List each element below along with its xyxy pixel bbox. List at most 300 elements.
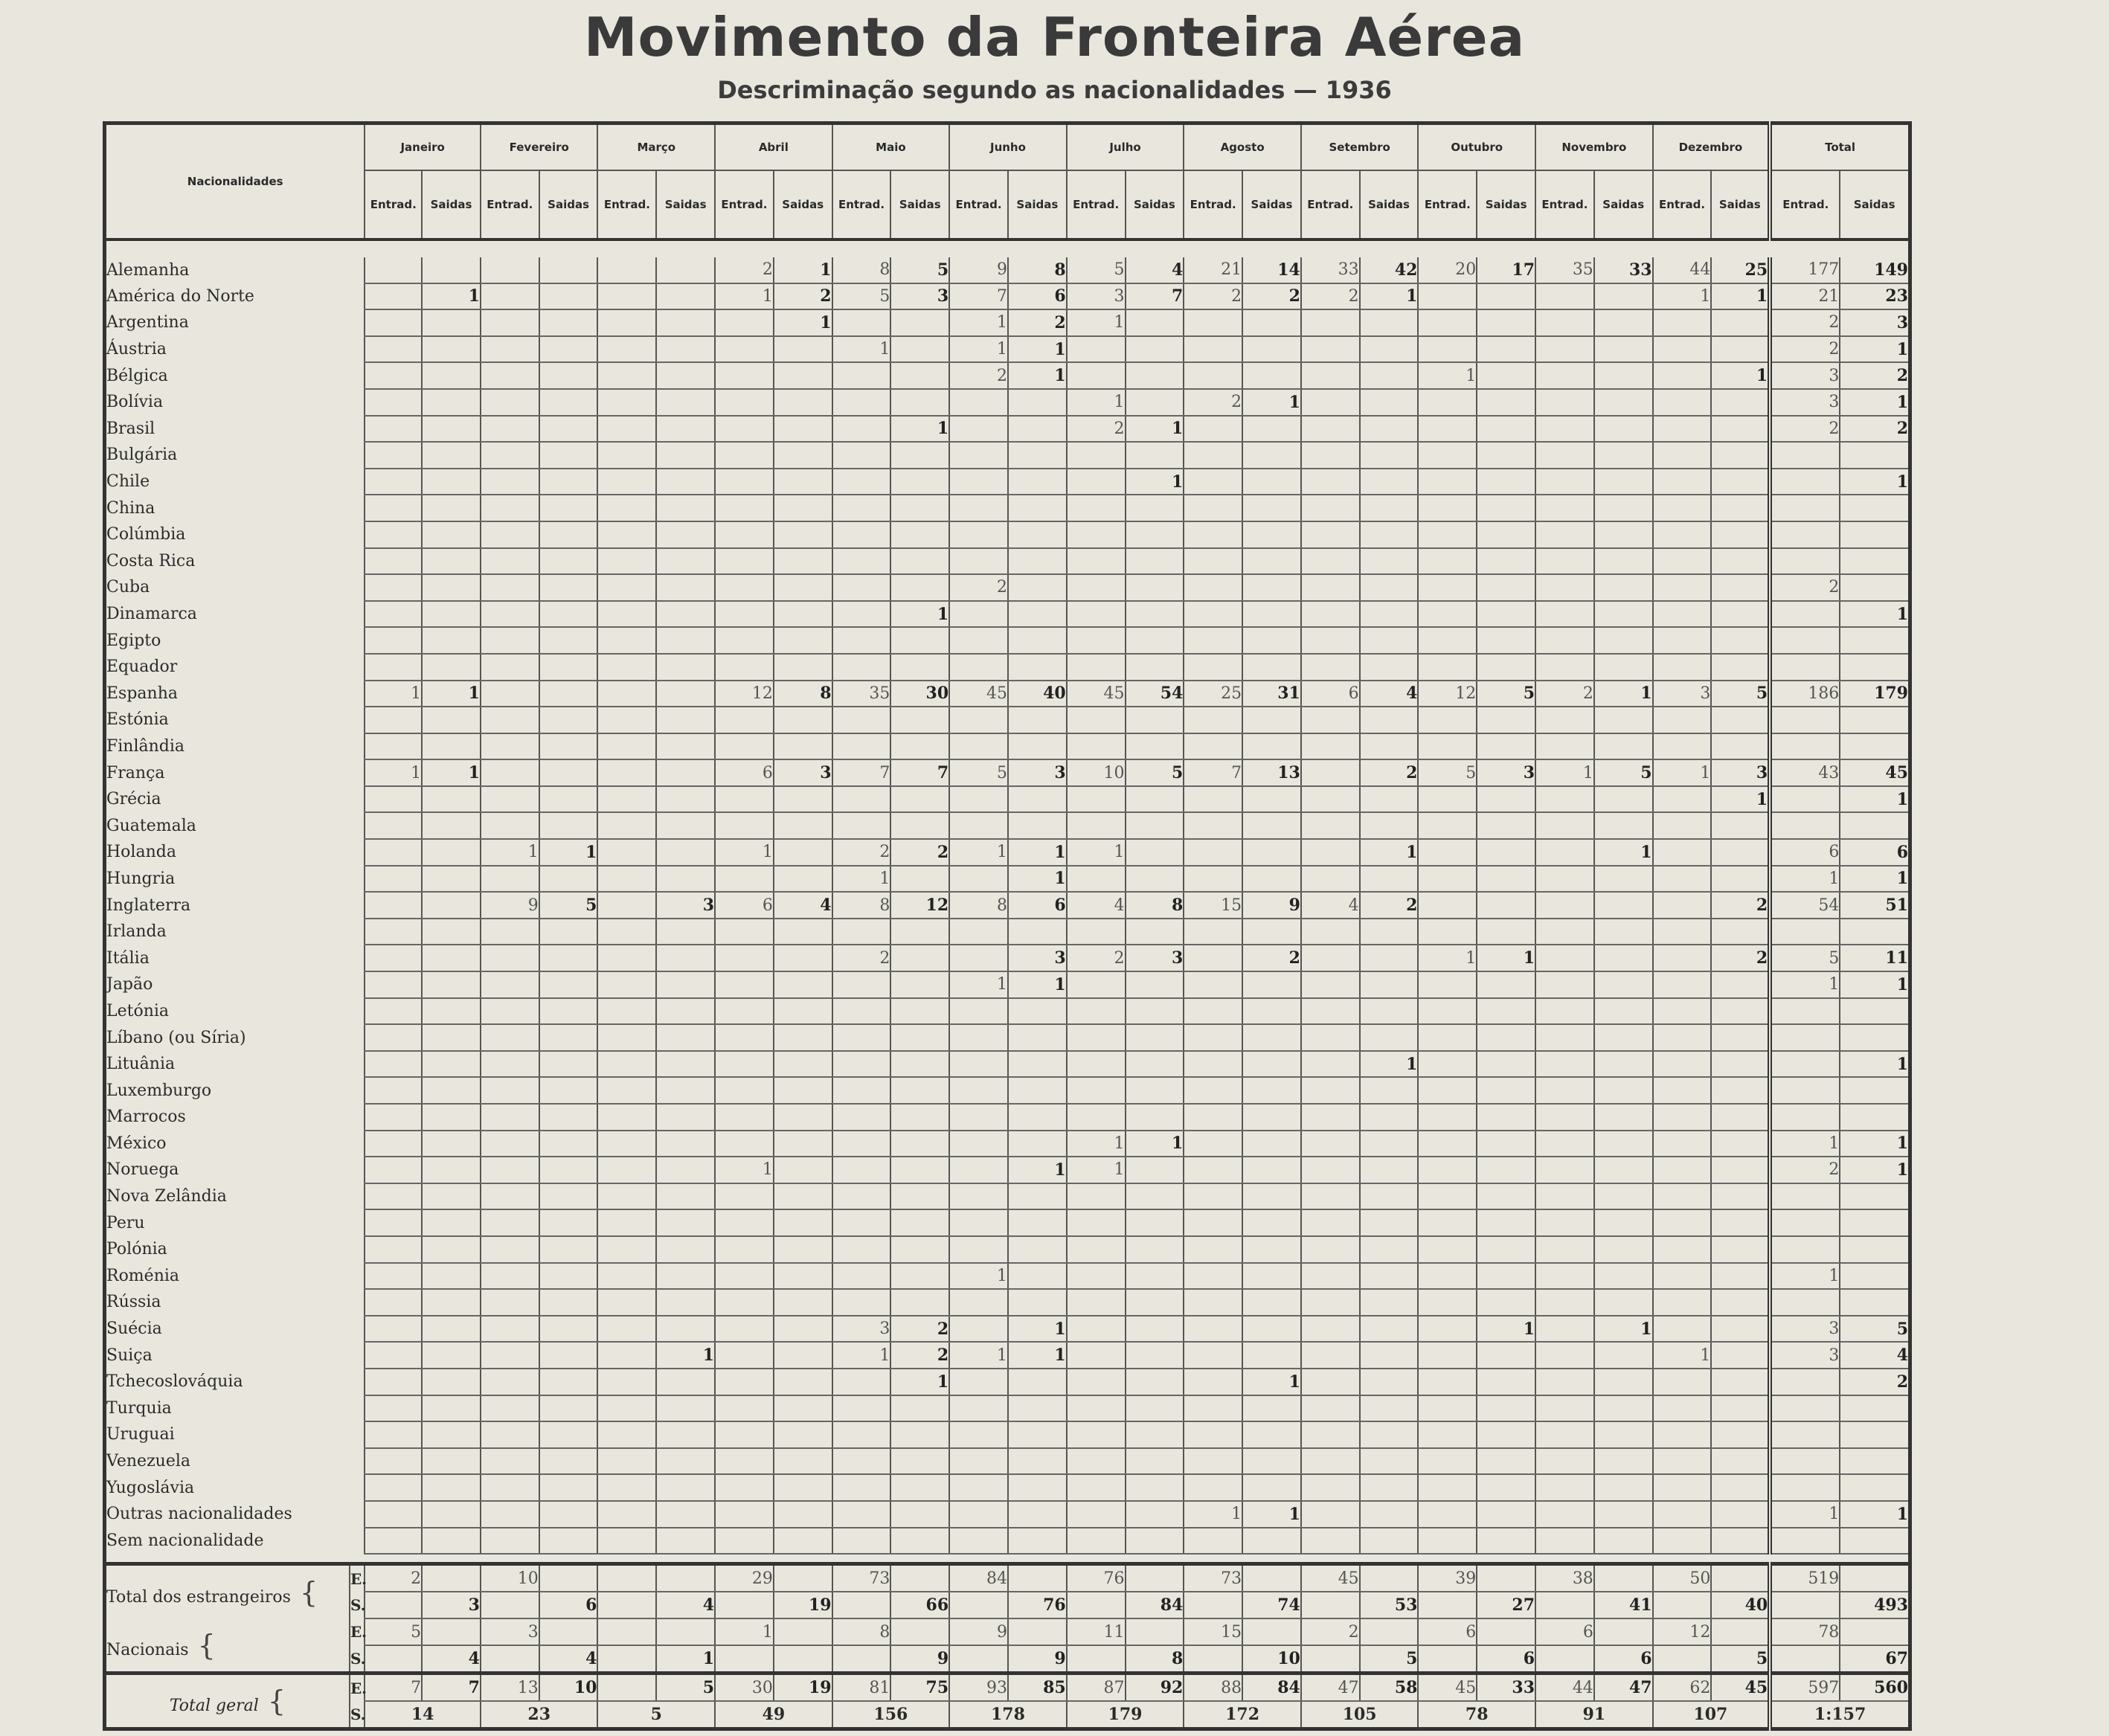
entradas-cell	[365, 1131, 422, 1157]
entradas-cell: 1	[1653, 1342, 1712, 1369]
nationality-name: China	[106, 498, 155, 518]
entradas-cell	[597, 548, 656, 575]
saidas-cell	[1711, 1316, 1770, 1343]
summary-entradas-cell: 2	[365, 1564, 422, 1592]
saidas-cell: 1	[1242, 389, 1301, 416]
entradas-cell	[949, 627, 1008, 654]
entradas-cell	[1301, 945, 1360, 971]
saidas-cell	[656, 627, 715, 654]
summary-saidas-cell	[890, 1618, 949, 1645]
entradas-cell: 54	[1770, 892, 1840, 919]
saidas-cell	[1242, 1051, 1301, 1078]
saidas-cell	[1477, 1289, 1535, 1316]
entradas-cell	[365, 1024, 422, 1051]
entradas-cell	[1418, 971, 1477, 998]
summary-saidas-cell: 84	[1126, 1592, 1184, 1618]
entradas-cell: 8	[949, 892, 1008, 919]
entradas-cell	[1418, 892, 1477, 919]
entradas-cell	[481, 1369, 539, 1395]
saidas-cell: 1	[1840, 1051, 1910, 1078]
saidas-cell	[1711, 1157, 1770, 1183]
entradas-cell	[1184, 812, 1242, 839]
entradas-cell	[365, 1501, 422, 1528]
saidas-cell	[656, 681, 715, 707]
table-row	[105, 574, 1910, 601]
summary-entradas-cell: 84	[949, 1564, 1008, 1592]
entradas-cell: 1	[715, 839, 774, 866]
saidas-cell	[890, 548, 949, 575]
saidas-cell	[1360, 1395, 1419, 1422]
saidas-cell	[774, 1289, 832, 1316]
entradas-cell	[832, 389, 891, 416]
entradas-cell	[1184, 1131, 1242, 1157]
entradas-cell	[832, 1395, 891, 1422]
saidas-cell	[774, 1528, 832, 1555]
saidas-cell	[774, 1209, 832, 1236]
summary-saidas-cell: 45	[1711, 1674, 1770, 1702]
saidas-header: Saidas	[1840, 170, 1910, 239]
saidas-cell	[422, 1024, 481, 1051]
saidas-cell	[774, 1263, 832, 1290]
saidas-cell	[422, 1131, 481, 1157]
entradas-cell	[832, 309, 891, 336]
saidas-cell	[1711, 1051, 1770, 1078]
entradas-cell	[1301, 1104, 1360, 1131]
entradas-cell	[1653, 336, 1712, 363]
entradas-cell	[1653, 654, 1712, 681]
saidas-cell: 1	[774, 257, 832, 283]
saidas-cell	[539, 1024, 598, 1051]
entradas-cell	[1418, 1316, 1477, 1343]
saidas-cell: 1	[890, 601, 949, 628]
table-row	[105, 521, 1910, 548]
nationality-name: Hungria	[106, 869, 176, 888]
entradas-cell	[832, 1131, 891, 1157]
saidas-cell	[1008, 1051, 1067, 1078]
entradas-cell	[1184, 548, 1242, 575]
entradas-cell	[1535, 839, 1594, 866]
entradas-cell	[365, 469, 422, 495]
entradas-cell	[1770, 733, 1840, 760]
summary-entradas-cell	[1301, 1592, 1360, 1618]
saidas-cell: 1	[1008, 1316, 1067, 1343]
saidas-cell	[422, 574, 481, 601]
entradas-cell	[1770, 998, 1840, 1025]
table-row	[105, 389, 1910, 416]
entradas-cell	[365, 574, 422, 601]
saidas-cell	[1594, 654, 1653, 681]
saidas-cell	[1477, 654, 1535, 681]
entradas-cell	[1418, 812, 1477, 839]
entradas-cell	[1301, 1421, 1360, 1448]
entradas-cell	[715, 1077, 774, 1104]
saidas-cell	[1477, 707, 1535, 733]
entradas-cell	[1184, 1236, 1242, 1263]
summary-entradas-cell: 45	[1301, 1564, 1360, 1592]
saidas-cell	[1360, 1104, 1419, 1131]
saidas-cell: 51	[1840, 892, 1910, 919]
table-row	[105, 1131, 1910, 1157]
entradas-cell	[1184, 707, 1242, 733]
entradas-cell	[597, 681, 656, 707]
saidas-cell	[1360, 1342, 1419, 1369]
saidas-cell	[1594, 707, 1653, 733]
grand-total-cell: 1:157	[1770, 1701, 1910, 1729]
saidas-cell	[656, 1421, 715, 1448]
entradas-cell	[715, 601, 774, 628]
table-row	[105, 786, 1910, 813]
entradas-cell	[1653, 707, 1712, 733]
entradas-cell: 1	[832, 1342, 891, 1369]
saidas-cell	[1242, 548, 1301, 575]
entradas-cell	[1067, 1501, 1126, 1528]
summary-saidas-cell	[1840, 1564, 1910, 1592]
saidas-cell: 6	[1008, 892, 1067, 919]
saidas-cell: 179	[1840, 681, 1910, 707]
saidas-cell	[1126, 1104, 1184, 1131]
saidas-cell	[1126, 1448, 1184, 1475]
entradas-cell	[1770, 521, 1840, 548]
saidas-cell	[1477, 1236, 1535, 1263]
entradas-cell: 3	[832, 1316, 891, 1343]
entradas-cell	[1184, 1209, 1242, 1236]
entradas-cell	[481, 1474, 539, 1501]
saidas-cell: 1	[890, 416, 949, 443]
saidas-cell	[1477, 1474, 1535, 1501]
entradas-cell: 1	[715, 1157, 774, 1183]
saidas-cell	[1360, 998, 1419, 1025]
saidas-cell	[1360, 786, 1419, 813]
saidas-cell: 5	[1840, 1316, 1910, 1343]
saidas-cell: 5	[1594, 759, 1653, 786]
table-row	[105, 707, 1910, 733]
entradas-cell	[597, 866, 656, 893]
summary-entradas-cell	[1770, 1645, 1840, 1674]
saidas-cell	[539, 1528, 598, 1555]
entradas-cell	[1418, 1474, 1477, 1501]
entradas-cell	[1184, 1316, 1242, 1343]
entradas-cell	[365, 442, 422, 469]
table-row	[105, 945, 1910, 971]
saidas-cell	[1360, 971, 1419, 998]
saidas-cell	[1126, 521, 1184, 548]
saidas-cell	[1711, 998, 1770, 1025]
saidas-cell	[656, 257, 715, 283]
summary-saidas-cell	[1594, 1618, 1653, 1645]
saidas-cell	[890, 389, 949, 416]
saidas-cell	[1711, 336, 1770, 363]
summary-saidas-cell: 7	[422, 1674, 481, 1702]
entradas-cell	[597, 759, 656, 786]
table-row	[105, 1448, 1910, 1475]
entradas-cell	[365, 1236, 422, 1263]
entradas-cell	[1770, 495, 1840, 521]
entradas-cell	[1418, 1289, 1477, 1316]
summary-entradas-cell: 11	[1067, 1618, 1126, 1645]
table-row	[105, 442, 1910, 469]
saidas-cell	[656, 786, 715, 813]
saidas-cell: 8	[1126, 892, 1184, 919]
entradas-cell	[481, 1236, 539, 1263]
saidas-cell	[1711, 1024, 1770, 1051]
saidas-cell	[1594, 469, 1653, 495]
saidas-cell	[1840, 548, 1910, 575]
saidas-cell	[1711, 1236, 1770, 1263]
entradas-cell	[1067, 654, 1126, 681]
nationality-name: Tchecoslováquia	[106, 1372, 243, 1392]
grand-total-cell: 156	[832, 1701, 950, 1729]
saidas-cell	[1840, 733, 1910, 760]
summary-saidas-cell	[1711, 1564, 1770, 1592]
summary-saidas-cell: 9	[1008, 1645, 1067, 1674]
saidas-cell	[774, 1342, 832, 1369]
entradas-cell	[481, 1289, 539, 1316]
saidas-cell	[1594, 1051, 1653, 1078]
nationality-name: México	[106, 1134, 167, 1153]
entradas-cell	[1067, 1024, 1126, 1051]
table-row	[105, 892, 1910, 919]
saidas-cell	[1477, 1104, 1535, 1131]
saidas-cell	[1840, 521, 1910, 548]
saidas-cell	[539, 945, 598, 971]
entradas-cell	[1067, 971, 1126, 998]
saidas-cell	[1477, 469, 1535, 495]
nationality-name: Venezuela	[106, 1452, 191, 1471]
nationality-header: Nacionalidades	[105, 123, 365, 240]
saidas-cell	[1477, 574, 1535, 601]
saidas-cell	[1008, 389, 1067, 416]
summary-saidas-cell: 53	[1360, 1592, 1419, 1618]
entradas-cell	[1653, 733, 1712, 760]
saidas-cell: 3	[774, 759, 832, 786]
entradas-cell	[365, 839, 422, 866]
saidas-cell	[422, 1474, 481, 1501]
entradas-cell: 2	[1770, 574, 1840, 601]
entradas-cell	[1184, 1157, 1242, 1183]
summary-saidas-cell: 6	[1477, 1645, 1535, 1674]
summary-saidas-cell	[1242, 1618, 1301, 1645]
saidas-cell	[1008, 1421, 1067, 1448]
saidas-cell: 1	[1126, 416, 1184, 443]
saidas-cell	[1242, 469, 1301, 495]
saidas-cell	[1126, 1474, 1184, 1501]
entradas-cell	[949, 469, 1008, 495]
entradas-cell	[365, 416, 422, 443]
saidas-cell: 1	[1477, 945, 1535, 971]
entradas-cell	[1653, 1051, 1712, 1078]
entradas-cell	[1418, 416, 1477, 443]
table-row	[105, 839, 1910, 866]
entradas-cell	[1301, 839, 1360, 866]
saidas-cell	[890, 733, 949, 760]
saidas-cell	[1126, 1342, 1184, 1369]
entradas-cell	[1535, 1051, 1594, 1078]
month-header: Novembro	[1535, 123, 1653, 171]
saidas-cell	[1242, 1528, 1301, 1555]
entradas-cell	[1067, 495, 1126, 521]
entradas-cell: 1	[715, 283, 774, 310]
summary-label	[105, 1674, 350, 1729]
summary-saidas-cell	[422, 1564, 481, 1592]
grand-total-cell: 172	[1184, 1701, 1301, 1729]
entradas-cell: 2	[1067, 416, 1126, 443]
entradas-cell	[949, 1395, 1008, 1422]
month-header: Maio	[832, 123, 950, 171]
saidas-cell	[1711, 627, 1770, 654]
entradas-cell	[1067, 1051, 1126, 1078]
entradas-cell	[1301, 416, 1360, 443]
saidas-cell	[1477, 1448, 1535, 1475]
saidas-cell	[656, 945, 715, 971]
entradas-cell	[1653, 442, 1712, 469]
entrad-header: Entrad.	[949, 170, 1008, 239]
entradas-cell	[1067, 1183, 1126, 1210]
entradas-cell	[1418, 839, 1477, 866]
summary-entradas-cell: 76	[1067, 1564, 1126, 1592]
entradas-cell	[1770, 1236, 1840, 1263]
entradas-cell: 33	[1301, 257, 1360, 283]
saidas-cell	[1477, 812, 1535, 839]
summary-entradas-cell	[365, 1592, 422, 1618]
entradas-cell	[1770, 1289, 1840, 1316]
saidas-cell	[539, 1289, 598, 1316]
saidas-cell	[1008, 1448, 1067, 1475]
month-header: Outubro	[1418, 123, 1535, 171]
entradas-cell	[481, 812, 539, 839]
entradas-cell	[832, 812, 891, 839]
summary-row	[105, 1701, 1910, 1729]
entradas-cell	[1535, 812, 1594, 839]
saidas-cell	[656, 1131, 715, 1157]
saidas-cell	[1242, 839, 1301, 866]
summary-entradas-cell: 88	[1184, 1674, 1242, 1702]
entradas-cell	[365, 1448, 422, 1475]
summary-saidas-cell: 41	[1594, 1592, 1653, 1618]
saidas-cell	[890, 786, 949, 813]
saidas-cell	[1242, 971, 1301, 998]
saidas-cell: 3	[1008, 759, 1067, 786]
saidas-cell	[656, 1369, 715, 1395]
entradas-cell	[1418, 707, 1477, 733]
grand-total-cell: 179	[1067, 1701, 1184, 1729]
saidas-cell: 5	[1477, 681, 1535, 707]
saidas-cell	[890, 1528, 949, 1555]
summary-saidas-cell	[539, 1618, 598, 1645]
saidas-cell	[539, 521, 598, 548]
entradas-cell	[1535, 442, 1594, 469]
entradas-cell: 3	[1770, 1316, 1840, 1343]
entradas-cell	[481, 707, 539, 733]
saidas-cell	[656, 1024, 715, 1051]
entradas-cell	[832, 786, 891, 813]
summary-entradas-cell: 13	[481, 1674, 539, 1702]
table-row	[105, 1236, 1910, 1263]
saidas-cell	[774, 786, 832, 813]
entradas-cell	[365, 1316, 422, 1343]
saidas-cell	[1360, 1316, 1419, 1343]
saidas-cell	[422, 733, 481, 760]
saidas-cell	[1242, 601, 1301, 628]
summary-saidas-cell: 560	[1840, 1674, 1910, 1702]
entradas-cell: 21	[1184, 257, 1242, 283]
entradas-cell	[597, 1051, 656, 1078]
saidas-cell	[774, 442, 832, 469]
saidas-cell	[1594, 866, 1653, 893]
saidas-cell	[539, 812, 598, 839]
saidas-cell: 1	[1008, 1157, 1067, 1183]
entradas-cell	[1535, 1263, 1594, 1290]
entradas-cell	[1301, 919, 1360, 945]
saidas-cell: 1	[1008, 866, 1067, 893]
saidas-cell	[422, 1263, 481, 1290]
entradas-cell	[1653, 1448, 1712, 1475]
entradas-cell	[481, 1077, 539, 1104]
entradas-cell	[1653, 416, 1712, 443]
saidas-cell	[1840, 1474, 1910, 1501]
saidas-cell	[1360, 574, 1419, 601]
entradas-cell	[1184, 786, 1242, 813]
saidas-cell	[1711, 389, 1770, 416]
nationality-name: Suiça	[106, 1346, 153, 1365]
saidas-cell	[1594, 786, 1653, 813]
saidas-cell	[774, 812, 832, 839]
entradas-cell	[1418, 1342, 1477, 1369]
entradas-cell	[1184, 1077, 1242, 1104]
entradas-cell	[832, 469, 891, 495]
saidas-cell	[890, 1077, 949, 1104]
saidas-cell: 1	[1840, 1131, 1910, 1157]
saidas-cell: 149	[1840, 257, 1910, 283]
entradas-cell	[1418, 574, 1477, 601]
saidas-cell	[539, 866, 598, 893]
saidas-cell: 2	[774, 283, 832, 310]
entradas-cell	[1653, 1421, 1712, 1448]
saidas-cell: 1	[1008, 1342, 1067, 1369]
saidas-cell	[774, 1421, 832, 1448]
entradas-cell	[949, 442, 1008, 469]
entradas-cell	[365, 1051, 422, 1078]
entradas-cell: 10	[1067, 759, 1126, 786]
entradas-cell	[1653, 971, 1712, 998]
entradas-cell	[365, 733, 422, 760]
saidas-cell	[774, 733, 832, 760]
summary-entradas-cell	[597, 1592, 656, 1618]
entradas-cell	[1301, 495, 1360, 521]
saidas-cell	[1840, 1104, 1910, 1131]
summary-entradas-cell: 39	[1418, 1564, 1477, 1592]
entradas-cell	[1067, 866, 1126, 893]
saidas-cell: 2	[1360, 892, 1419, 919]
entradas-cell: 6	[1770, 839, 1840, 866]
saidas-cell	[1360, 601, 1419, 628]
entradas-cell	[597, 945, 656, 971]
nationality-name: Líbano (ou Síria)	[106, 1028, 246, 1047]
saidas-cell	[1360, 1236, 1419, 1263]
summary-entradas-cell: 9	[949, 1618, 1008, 1645]
table-row	[105, 1501, 1910, 1528]
entradas-cell	[481, 601, 539, 628]
table-row	[105, 681, 1910, 707]
entradas-cell	[481, 1421, 539, 1448]
saidas-cell	[539, 1077, 598, 1104]
saidas-cell	[1360, 707, 1419, 733]
entradas-cell	[715, 1051, 774, 1078]
summary-entradas-cell	[597, 1618, 656, 1645]
entradas-cell	[597, 1236, 656, 1263]
entradas-cell	[832, 1528, 891, 1555]
entradas-cell	[1418, 389, 1477, 416]
saidas-cell	[1126, 1077, 1184, 1104]
